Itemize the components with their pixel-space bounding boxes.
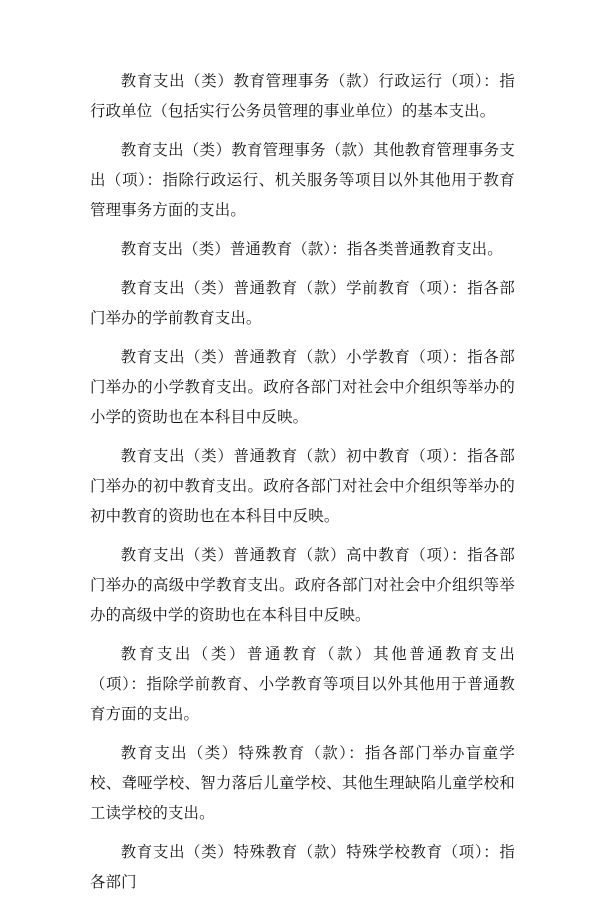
paragraph-junior-high-education: 教育支出（类）普通教育（款）初中教育（项）：指各部门举办的初中教育支出。政府各部门对社会中介组织等举办的初中教育的资助也在本科目中反映。 [90, 447, 515, 525]
paragraph-primary-education: 教育支出（类）普通教育（款）小学教育（项）：指各部门举办的小学教育支出。政府各部门对社会中介组织等举办的小学的资助也在本科目中反映。 [90, 348, 515, 426]
paragraph-special-school-education: 教育支出（类）特殊教育（款）特殊学校教育（项）：指各部门 [90, 843, 515, 891]
paragraph-administrative-operation: 教育支出（类）教育管理事务（款）行政运行（项）：指行政单位（包括实行公务员管理的事业单位）的基本支出。 [90, 72, 515, 120]
paragraph-general-education: 教育支出（类）普通教育（款）：指各类普通教育支出。 [120, 240, 503, 258]
paragraph-other-general-education: 教育支出（类）普通教育（款）其他普通教育支出（项）：指除学前教育、小学教育等项目以外其他用于普通教育方面的支出。 [90, 645, 515, 723]
paragraph-senior-high-education: 教育支出（类）普通教育（款）高中教育（项）：指各部门举办的高级中学教育支出。政府各部门对社会中介组织等举办的高级中学的资助也在本科目中反映。 [90, 546, 515, 624]
paragraph-special-education: 教育支出（类）特殊教育（款）：指各部门举办盲童学校、聋哑学校、智力落后儿童学校、其他生理缺陷儿童学校和工读学校的支出。 [90, 744, 515, 822]
document-body [90, 66, 515, 906]
paragraph-preschool-education: 教育支出（类）普通教育（款）学前教育（项）：指各部门举办的学前教育支出。 [90, 279, 515, 327]
paragraph-other-education-management: 教育支出（类）教育管理事务（款）其他教育管理事务支出（项）：指除行政运行、机关服务等项目以外其他用于教育管理事务方面的支出。 [90, 141, 515, 219]
